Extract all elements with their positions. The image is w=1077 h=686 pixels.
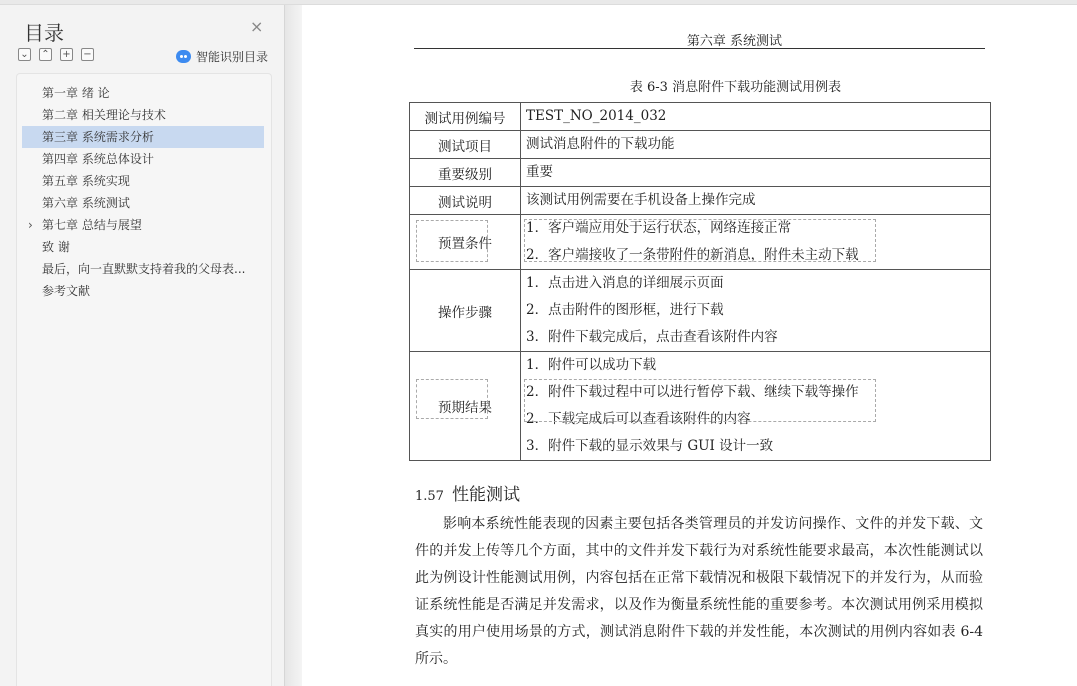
toc-item-label: 第六章 系统测试 (42, 196, 130, 210)
table-value-cell (521, 270, 991, 352)
toc-item[interactable] (22, 82, 264, 104)
table-label-cell: 测试项目 (410, 131, 521, 159)
table-value-cell (521, 215, 991, 270)
cell-line: 1．客户端应用处于运行状态，网络连接正常 (526, 220, 792, 236)
robot-icon (176, 50, 191, 63)
toc-item[interactable] (22, 104, 264, 126)
cell-line: 测试消息附件的下载功能 (526, 136, 675, 152)
toc-item-label: 参考文献 (42, 284, 91, 298)
toc-title: 目录 (24, 21, 64, 45)
expand-all-icon[interactable]: ⌄ (18, 48, 31, 61)
cell-line: 1．附件可以成功下载 (526, 357, 657, 373)
cell-line: 2．点击附件的图形框，进行下载 (526, 302, 724, 318)
smart-toc-label: 智能识别目录 (196, 50, 269, 64)
table-row (410, 215, 991, 270)
toc-item-label: 最后，向一直默默支持着我的父母表... (42, 262, 246, 276)
collapse-all-icon[interactable]: ⌃ (39, 48, 52, 61)
body-paragraph: 影响本系统性能表现的因素主要包括各类管理员的并发访问操作、文件的并发下载、文件的并发上传等几个方面，其中的文件并发下载行为对系统性能要求最高，本次性能测试以此为例设计性能测试用例，内容包括在正常下载情况和极限下载情况下的并发行为，从而验证系统性能是否满足并发需求，以及作为衡量系统性能的重要参考。本次测试用例采用模拟真实的用户使用场景的方式，测试消息附件下载的并发性能，本次测试的用例内容如表 6-4 所示。 (415, 516, 983, 667)
toc-item[interactable] (22, 280, 264, 302)
table-row (410, 352, 991, 461)
table-label-cell: 预期结果 (410, 352, 521, 461)
cell-line: 该测试用例需要在手机设备上操作完成 (526, 192, 756, 208)
toc-item-label: 第四章 系统总体设计 (42, 152, 154, 166)
cell-line: 2．客户端接收了一条带附件的新消息，附件未主动下载 (526, 247, 859, 263)
toc-item[interactable] (22, 258, 264, 280)
page-header: 第六章 系统测试 (686, 34, 783, 49)
header-divider (414, 48, 985, 49)
table-value-cell (521, 159, 991, 187)
remove-heading-icon[interactable]: − (81, 48, 94, 61)
toc-item-label: 第五章 系统实现 (42, 174, 130, 188)
table-value-cell (521, 131, 991, 159)
section-number: 1.57 (415, 489, 444, 504)
table-value-cell (521, 103, 991, 131)
toc-item-label: 第七章 总结与展望 (42, 218, 142, 232)
chevron-right-icon[interactable]: › (28, 218, 33, 232)
table-label-cell: 重要级别 (410, 159, 521, 187)
cell-line: 3．附件下载完成后，点击查看该附件内容 (526, 329, 778, 345)
cell-line: 2．附件下载过程中可以进行暂停下载、继续下载等操作 (526, 384, 859, 400)
document-page (302, 5, 1077, 686)
table-label-cell: 操作步骤 (410, 270, 521, 352)
section-heading (415, 480, 520, 505)
test-case-table (409, 102, 991, 461)
toc-item-label: 致 谢 (42, 240, 70, 254)
toc-item[interactable] (22, 170, 264, 192)
cell-line: 1．点击进入消息的详细展示页面 (526, 275, 724, 291)
table-caption: 表 6-3 消息附件下载功能测试用例表 (629, 80, 842, 95)
table-label-cell: 预置条件 (410, 215, 521, 270)
table-label-cell: 测试说明 (410, 187, 521, 215)
toc-list (16, 73, 272, 686)
table-label-cell: 测试用例编号 (410, 103, 521, 131)
toc-item[interactable] (22, 192, 264, 214)
table-row (410, 187, 991, 215)
table-row (410, 103, 991, 131)
toc-item[interactable] (22, 148, 264, 170)
toc-item-label: 第一章 绪 论 (42, 86, 110, 100)
toc-item-active[interactable] (22, 126, 264, 148)
table-value-cell (521, 352, 991, 461)
toc-sidebar (0, 5, 284, 686)
smart-toc-button[interactable] (176, 48, 268, 65)
toc-item-label: 第二章 相关理论与技术 (42, 108, 166, 122)
cell-line: 2．下载完成后可以查看该附件的内容 (526, 411, 751, 427)
table-value-cell (521, 187, 991, 215)
cell-line: 重要 (526, 164, 553, 180)
sidebar-splitter[interactable] (284, 5, 302, 686)
cell-line: TEST_NO_2014_032 (526, 108, 667, 124)
table-row (410, 131, 991, 159)
toc-item-label: 第三章 系统需求分析 (42, 130, 154, 144)
toc-item[interactable] (22, 236, 264, 258)
table-row (410, 270, 991, 352)
toc-toolbar (18, 48, 94, 61)
table-row (410, 159, 991, 187)
toc-item[interactable] (22, 214, 264, 236)
cell-line: 3．附件下载的显示效果与 GUI 设计一致 (526, 438, 774, 454)
add-heading-icon[interactable]: + (60, 48, 73, 61)
section-title: 性能测试 (451, 485, 520, 505)
close-icon[interactable]: × (250, 17, 264, 36)
